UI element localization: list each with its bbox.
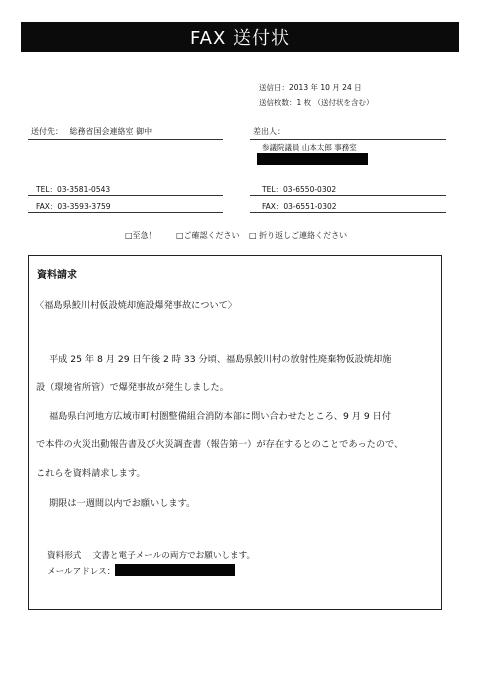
- paragraph-3: 期限は一週間以内でお願いします。: [49, 498, 196, 509]
- from-name: 参議院議員 山本太郎 事務室: [262, 143, 357, 152]
- content-heading: 資料請求: [37, 270, 77, 281]
- page-title: FAX 送付状: [189, 28, 291, 49]
- option-urgent: □至急！: [125, 231, 157, 240]
- to-tel: TEL：03-3581-0543: [36, 185, 111, 194]
- to-field: [31, 126, 152, 137]
- to-underline: [28, 139, 223, 140]
- paragraph-1-line-1: 平成 25 年 8 月 29 日午後 2 時 33 分頃、福島県鮫川村の放射性廃棄物仮設焼却施: [49, 354, 392, 365]
- from-underline: [250, 139, 446, 140]
- paragraph-1-line-2: 設（環境省所管）で爆発事故が発生しました。: [36, 382, 229, 393]
- from-tel-underline: [250, 195, 446, 196]
- send-date: 送信日：2013 年 10 月 24 日: [259, 83, 362, 92]
- to-label: 送付先：: [31, 127, 63, 136]
- paragraph-2-line-2: で本件の火災出動報告書及び火災調査書（報告第一）が存在するとのことであったので、: [36, 439, 404, 450]
- paragraph-2-line-1: 福島県白河地方広域市町村圏整備組合消防本部に問い合わせたところ、9 月 9 日付: [49, 411, 392, 422]
- option-reply: □ 折り返しご連絡ください: [249, 231, 348, 240]
- fax-title-bar: [21, 22, 459, 52]
- paragraph-2-line-3: これらを資料請求します。: [36, 468, 146, 479]
- content-subject: 〈福島県鮫川村仮設焼却施設爆発事故について〉: [35, 300, 237, 311]
- to-fax-underline: [28, 212, 223, 213]
- from-label: 差出人：: [253, 127, 285, 136]
- option-confirm: □ご確認ください: [176, 231, 240, 240]
- to-fax: FAX：03-3593-3759: [36, 202, 111, 211]
- format-line: 資料形式 文書と電子メールの両方でお願いします。: [47, 551, 256, 561]
- to-tel-underline: [28, 195, 223, 196]
- redacted-block: [257, 153, 368, 165]
- to-name: 総務省国会連絡室 御中: [69, 127, 153, 136]
- email-label: メールアドレス：: [47, 567, 116, 577]
- from-tel: TEL：03-6550-0302: [262, 185, 337, 194]
- from-fax: FAX：03-6551-0302: [262, 202, 337, 211]
- from-fax-underline: [250, 212, 446, 213]
- page-count: 送信枚数：1 枚 （送付状を含む）: [259, 98, 374, 107]
- redacted-email: [115, 564, 235, 576]
